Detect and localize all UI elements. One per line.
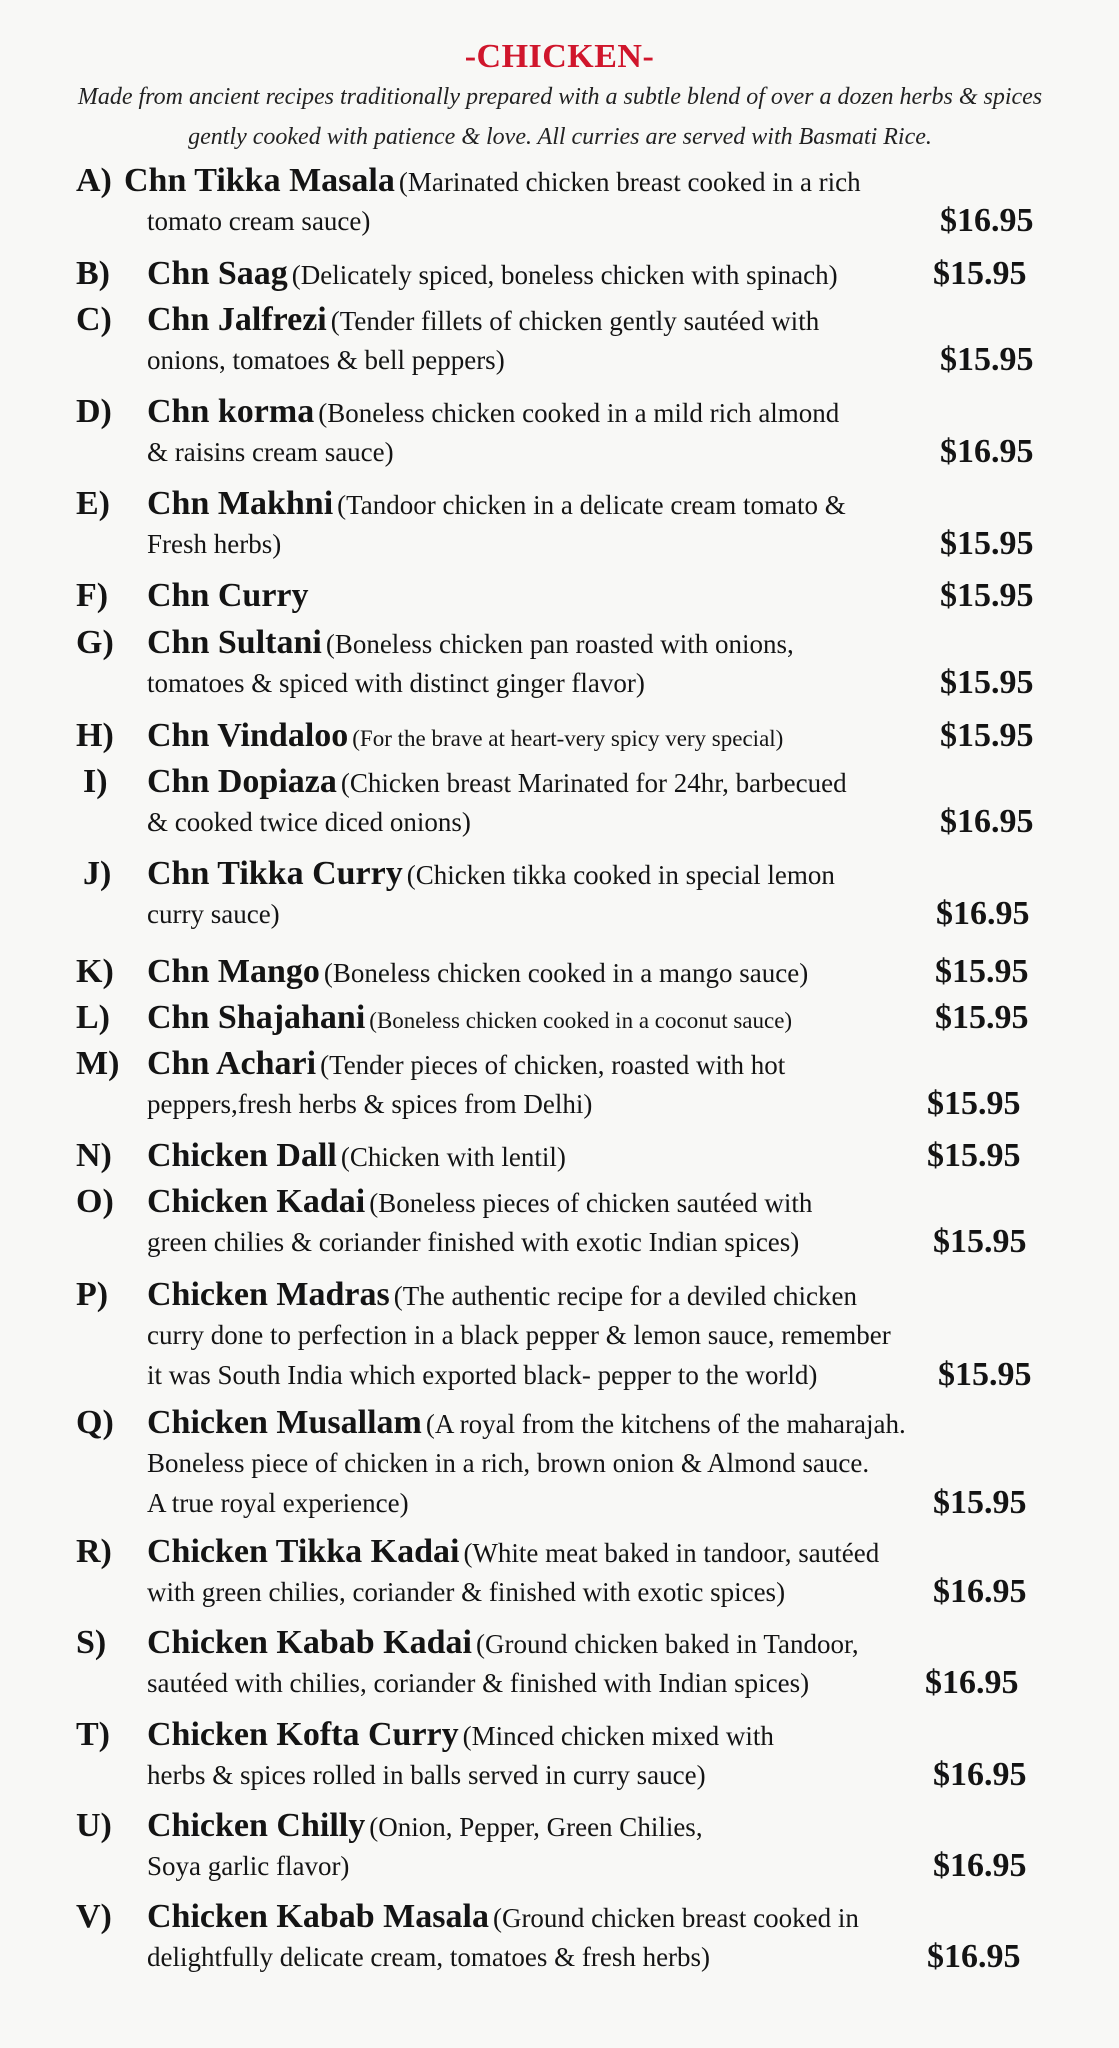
item-price: $15.95	[940, 341, 1034, 378]
item-name: Chicken Kadai	[147, 1183, 366, 1220]
item-price: $16.95	[940, 803, 1034, 840]
item-description-continued: curry done to perfection in a black pepper & lemon sauce, remember	[147, 1320, 891, 1350]
item-name: Chn Tikka Curry	[147, 855, 403, 892]
item-description: (A royal from the kitchens of the maharajah.	[425, 1409, 906, 1439]
item-description: (Ground chicken baked in Tandoor,	[475, 1629, 859, 1659]
item-name: Chicken Kabab Kadai	[147, 1624, 472, 1661]
item-name: Chicken Musallam	[147, 1404, 422, 1441]
item-description-continued: Boneless piece of chicken in a rich, brown onion & Almond sauce.	[147, 1448, 870, 1478]
item-description-continued: delightfully delicate cream, tomatoes & fresh herbs)	[147, 1942, 711, 1972]
item-description-continued: Soya garlic flavor)	[147, 1851, 350, 1881]
item-description-continued: with green chilies, coriander & finished with exotic spices)	[147, 1577, 786, 1607]
item-name: Chn Mango	[147, 953, 320, 990]
item-price: $15.95	[940, 664, 1034, 701]
item-price: $16.95	[933, 1573, 1027, 1610]
item-description-continued: & raisins cream sauce)	[147, 437, 394, 467]
item-letter: K)	[76, 953, 114, 990]
intro-line-2: gently cooked with patience & love. All curries are served with Basmati Rice.	[188, 124, 932, 150]
item-description: (Boneless chicken cooked in a mild rich almond	[318, 398, 840, 428]
item-letter: M)	[76, 1045, 120, 1082]
item-letter: U)	[76, 1807, 112, 1844]
item-letter: Q)	[76, 1404, 114, 1441]
item-price: $16.95	[933, 1756, 1027, 1793]
item-name: Chn Saag	[147, 255, 288, 292]
item-letter: F)	[76, 577, 109, 614]
item-price: $16.95	[925, 1664, 1019, 1701]
item-description-continued: A true royal experience)	[147, 1488, 409, 1518]
item-description: (Tender fillets of chicken gently sautéed with	[330, 306, 820, 336]
item-price: $16.95	[940, 433, 1034, 470]
item-price: $15.95	[933, 255, 1027, 292]
item-price: $16.95	[940, 202, 1034, 239]
item-name: Chicken Tikka Kadai	[147, 1533, 460, 1570]
item-name: Chicken Madras	[147, 1276, 390, 1313]
item-description: (Boneless chicken pan roasted with onions,	[325, 629, 794, 659]
item-description: (Delicately spiced, boneless chicken with spinach)	[291, 260, 838, 290]
item-price: $16.95	[936, 895, 1030, 932]
item-price: $15.95	[935, 953, 1029, 990]
item-name: Chn Makhni	[147, 485, 334, 522]
item-letter: G)	[76, 624, 114, 661]
item-name: Chn Shajahani	[147, 999, 366, 1036]
item-letter: H)	[76, 717, 114, 754]
item-name: Chn Achari	[147, 1045, 317, 1082]
item-letter: B)	[76, 255, 110, 292]
item-letter: I)	[83, 763, 108, 800]
item-description: (For the brave at heart-very spicy very special)	[352, 726, 784, 751]
item-description-continued: peppers,fresh herbs & spices from Delhi)	[147, 1089, 593, 1119]
item-letter: N)	[76, 1137, 112, 1174]
item-description-continued: Fresh herbs)	[147, 529, 282, 559]
item-description-continued: green chilies & coriander finished with exotic Indian spices)	[147, 1227, 800, 1257]
item-price: $15.95	[935, 999, 1029, 1036]
item-letter: C)	[76, 301, 112, 338]
item-description: (Tandoor chicken in a delicate cream tomato &	[337, 490, 846, 520]
item-description: (Onion, Pepper, Green Chilies,	[369, 1812, 703, 1842]
item-price: $15.95	[927, 1137, 1021, 1174]
item-letter: L)	[76, 999, 110, 1036]
item-description: (Chicken breast Marinated for 24hr, barbecued	[340, 768, 847, 798]
item-description: (Chicken with lentil)	[340, 1142, 566, 1172]
item-price: $15.95	[940, 525, 1034, 562]
item-description: (Boneless chicken cooked in a coconut sauce)	[369, 1008, 793, 1033]
item-description-continued: & cooked twice diced onions)	[147, 807, 471, 837]
item-description-continued: onions, tomatoes & bell peppers)	[147, 345, 505, 375]
item-description: (White meat baked in tandoor, sautéed	[463, 1538, 880, 1568]
item-description: (Boneless pieces of chicken sautéed with	[369, 1188, 813, 1218]
item-description-continued: sautéed with chilies, coriander & finished with Indian spices)	[147, 1668, 810, 1698]
item-name: Chn Tikka Masala	[124, 162, 395, 199]
item-price: $15.95	[933, 1484, 1027, 1521]
item-name: Chn Jalfrezi	[147, 301, 327, 338]
item-letter: A)	[76, 162, 112, 199]
item-price: $15.95	[933, 1223, 1027, 1260]
item-description: (Tender pieces of chicken, roasted with hot	[320, 1050, 786, 1080]
item-description-continued: it was South India which exported black- pepper to the world)	[147, 1360, 818, 1390]
item-description-continued: tomatoes & spiced with distinct ginger flavor)	[147, 668, 645, 698]
item-letter: R)	[76, 1533, 112, 1570]
item-name: Chicken Dall	[147, 1137, 337, 1174]
item-name: Chicken Kofta Curry	[147, 1716, 459, 1753]
item-description: (Marinated chicken breast cooked in a rich	[398, 167, 861, 197]
item-price: $15.95	[927, 1085, 1021, 1122]
item-price: $16.95	[933, 1847, 1027, 1884]
item-name: Chn Curry	[147, 577, 309, 614]
item-price: $15.95	[940, 577, 1034, 614]
intro-line-1: Made from ancient recipes traditionally prepared with a subtle blend of over a dozen herbs & spices	[77, 84, 1043, 110]
item-description-continued: tomato cream sauce)	[147, 206, 371, 236]
item-description: (Ground chicken breast cooked in	[492, 1903, 859, 1933]
item-letter: T)	[76, 1716, 110, 1753]
item-description: (Chicken tikka cooked in special lemon	[406, 860, 835, 890]
item-name: Chicken Kabab Masala	[147, 1898, 489, 1935]
item-name: Chn Sultani	[147, 624, 322, 661]
item-name: Chicken Chilly	[147, 1807, 366, 1844]
item-letter: S)	[76, 1624, 107, 1661]
item-name: Chn korma	[147, 393, 315, 430]
item-letter: E)	[76, 485, 110, 522]
item-letter: D)	[76, 393, 112, 430]
item-price: $16.95	[927, 1938, 1021, 1975]
item-description-continued: herbs & spices rolled in balls served in curry sauce)	[147, 1760, 706, 1790]
item-description: (The authentic recipe for a deviled chicken	[393, 1281, 857, 1311]
item-description-continued: curry sauce)	[147, 899, 280, 929]
item-price: $15.95	[940, 717, 1034, 754]
item-letter: V)	[76, 1898, 112, 1935]
item-letter: P)	[76, 1276, 109, 1313]
item-name: Chn Vindaloo	[147, 717, 349, 754]
section-title: -CHICKEN-	[464, 38, 655, 75]
item-letter: O)	[76, 1183, 114, 1220]
item-name: Chn Dopiaza	[147, 763, 337, 800]
item-description: (Boneless chicken cooked in a mango sauce)	[323, 958, 809, 988]
item-letter: J)	[83, 855, 112, 892]
item-price: $15.95	[938, 1356, 1032, 1393]
item-description: (Minced chicken mixed with	[462, 1721, 774, 1751]
